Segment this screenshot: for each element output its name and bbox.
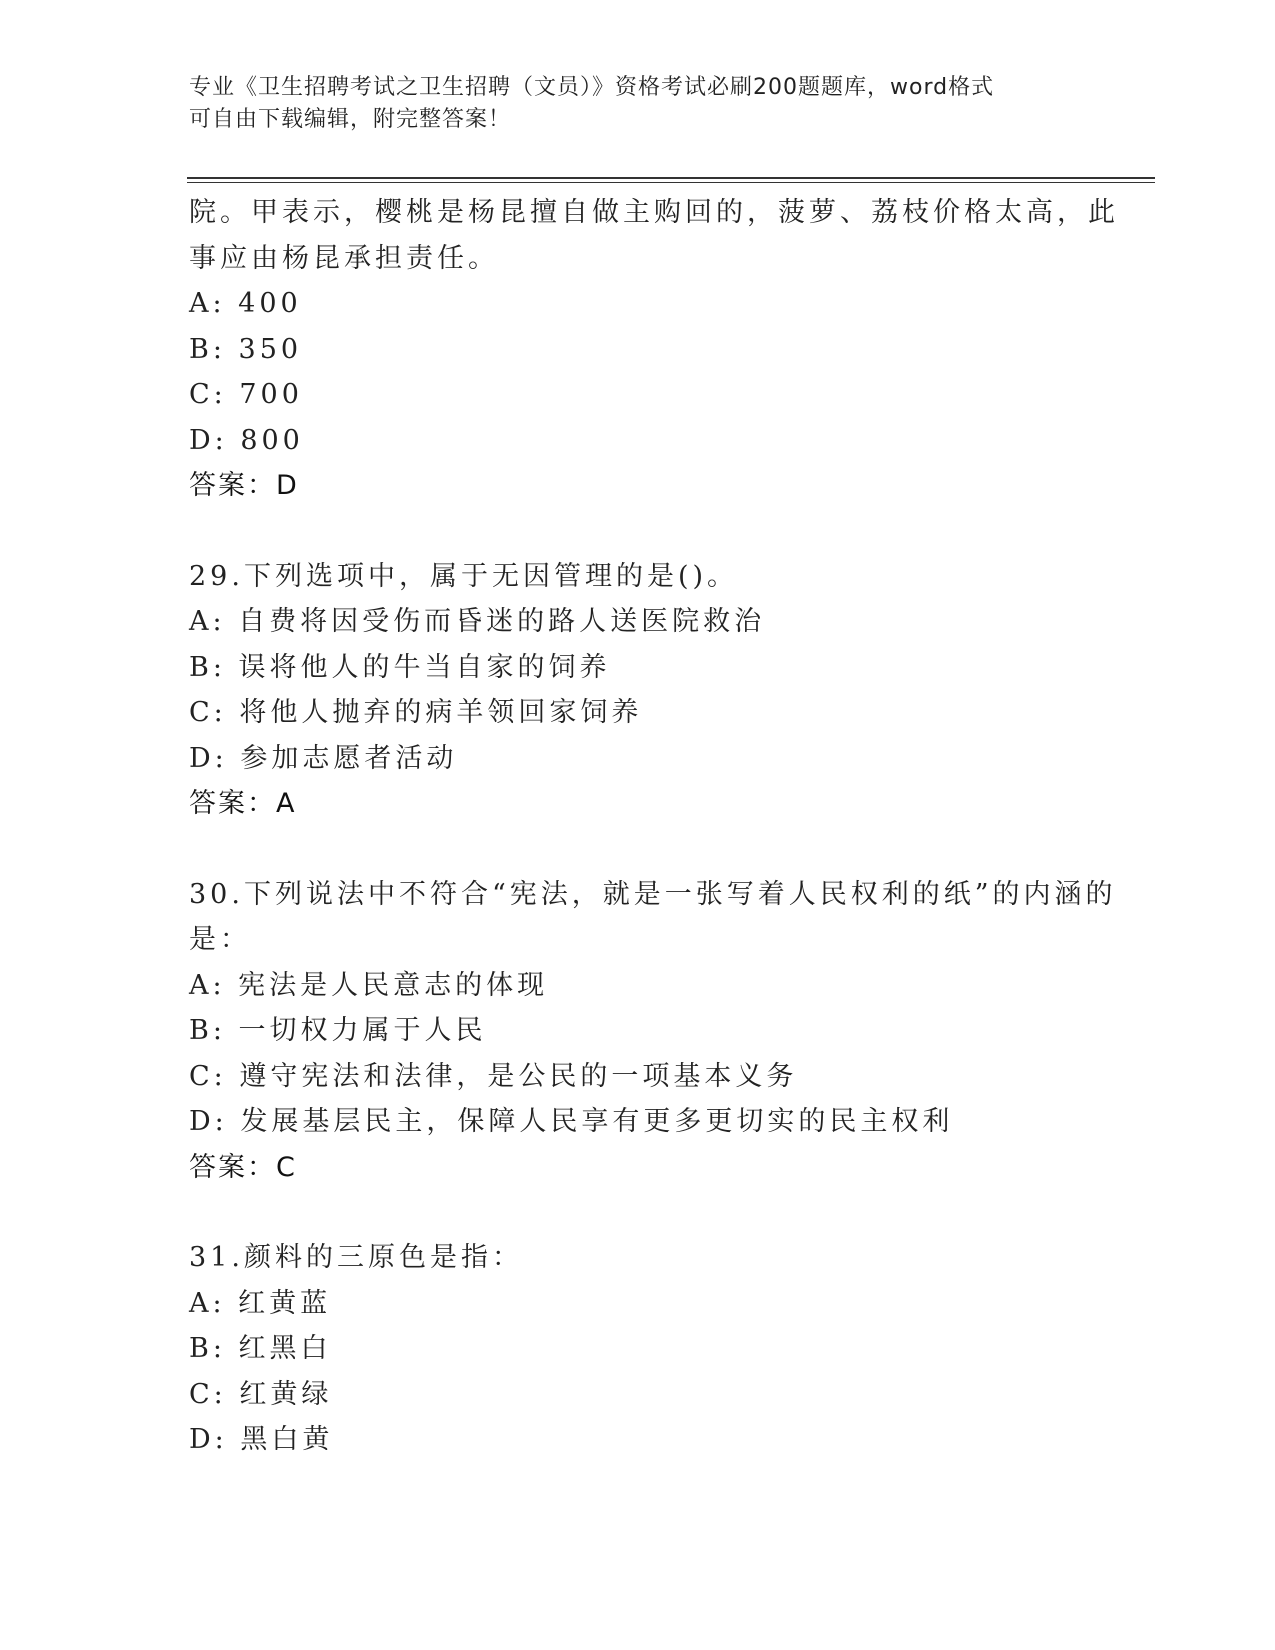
question-content [189,190,1119,1463]
option-b: B: 350 [189,333,303,365]
question-29 [189,554,1089,827]
option-c: C: 遵守宪法和法律，是公民的一项基本义务 [189,1060,798,1092]
question-stem-line: 31.颜料的三原色是指： [189,1242,523,1273]
question-stem-line: 30.下列说法中不符合“宪法，就是一张写着人民权利的纸”的内涵的 [189,878,1117,910]
option-d: D: 参加志愿者活动 [189,742,458,774]
question-stem-line: 是： [189,924,251,955]
option-a: A: 400 [189,288,302,319]
option-b: B: 一切权力属于人民 [189,1015,487,1046]
header-divider-thick [187,177,1155,179]
question-28-continuation [189,190,1119,509]
question-stem-line: 事应由杨昆承担责任。 [189,242,499,274]
header-title-line-2: 可自由下载编辑，附完整答案！ [189,107,512,132]
question-spacer [189,509,1089,554]
header-divider-thin [187,182,1155,183]
question-30 [189,872,1117,1191]
answer-line: 答案：A [189,788,297,819]
option-a: A: 宪法是人民意志的体现 [189,969,549,1001]
question-spacer [189,1190,1089,1235]
option-d: D: 800 [189,424,304,456]
answer-line: 答案：C [189,1151,297,1183]
question-stem-line: 29.下列选项中，属于无因管理的是()。 [189,560,739,592]
option-a: A: 红黄蓝 [189,1287,332,1319]
document-header [189,72,1089,136]
option-c: C: 红黄绿 [189,1378,333,1410]
question-31 [189,1235,1089,1463]
header-title-line-1: 专业《卫生招聘考试之卫生招聘（文员）》资格考试必刷200题题库，word格式 [189,75,995,100]
option-b: B: 红黑白 [189,1333,332,1364]
option-c: C: 将他人抛弃的病羊领回家饲养 [189,697,643,728]
option-a: A: 自费将因受伤而昏迷的路人送医院救治 [189,606,766,637]
question-stem-line: 院。甲表示，樱桃是杨昆擅自做主购回的，菠萝、荔枝价格太高，此 [189,197,1119,228]
option-d: D: 黑白黄 [189,1424,334,1455]
option-c: C: 700 [189,379,303,410]
question-spacer [189,827,1089,872]
option-b: B: 误将他人的牛当自家的饲养 [189,651,611,683]
option-d: D: 发展基层民主，保障人民享有更多更切实的民主权利 [189,1106,954,1137]
answer-line: 答案：D [189,470,299,501]
